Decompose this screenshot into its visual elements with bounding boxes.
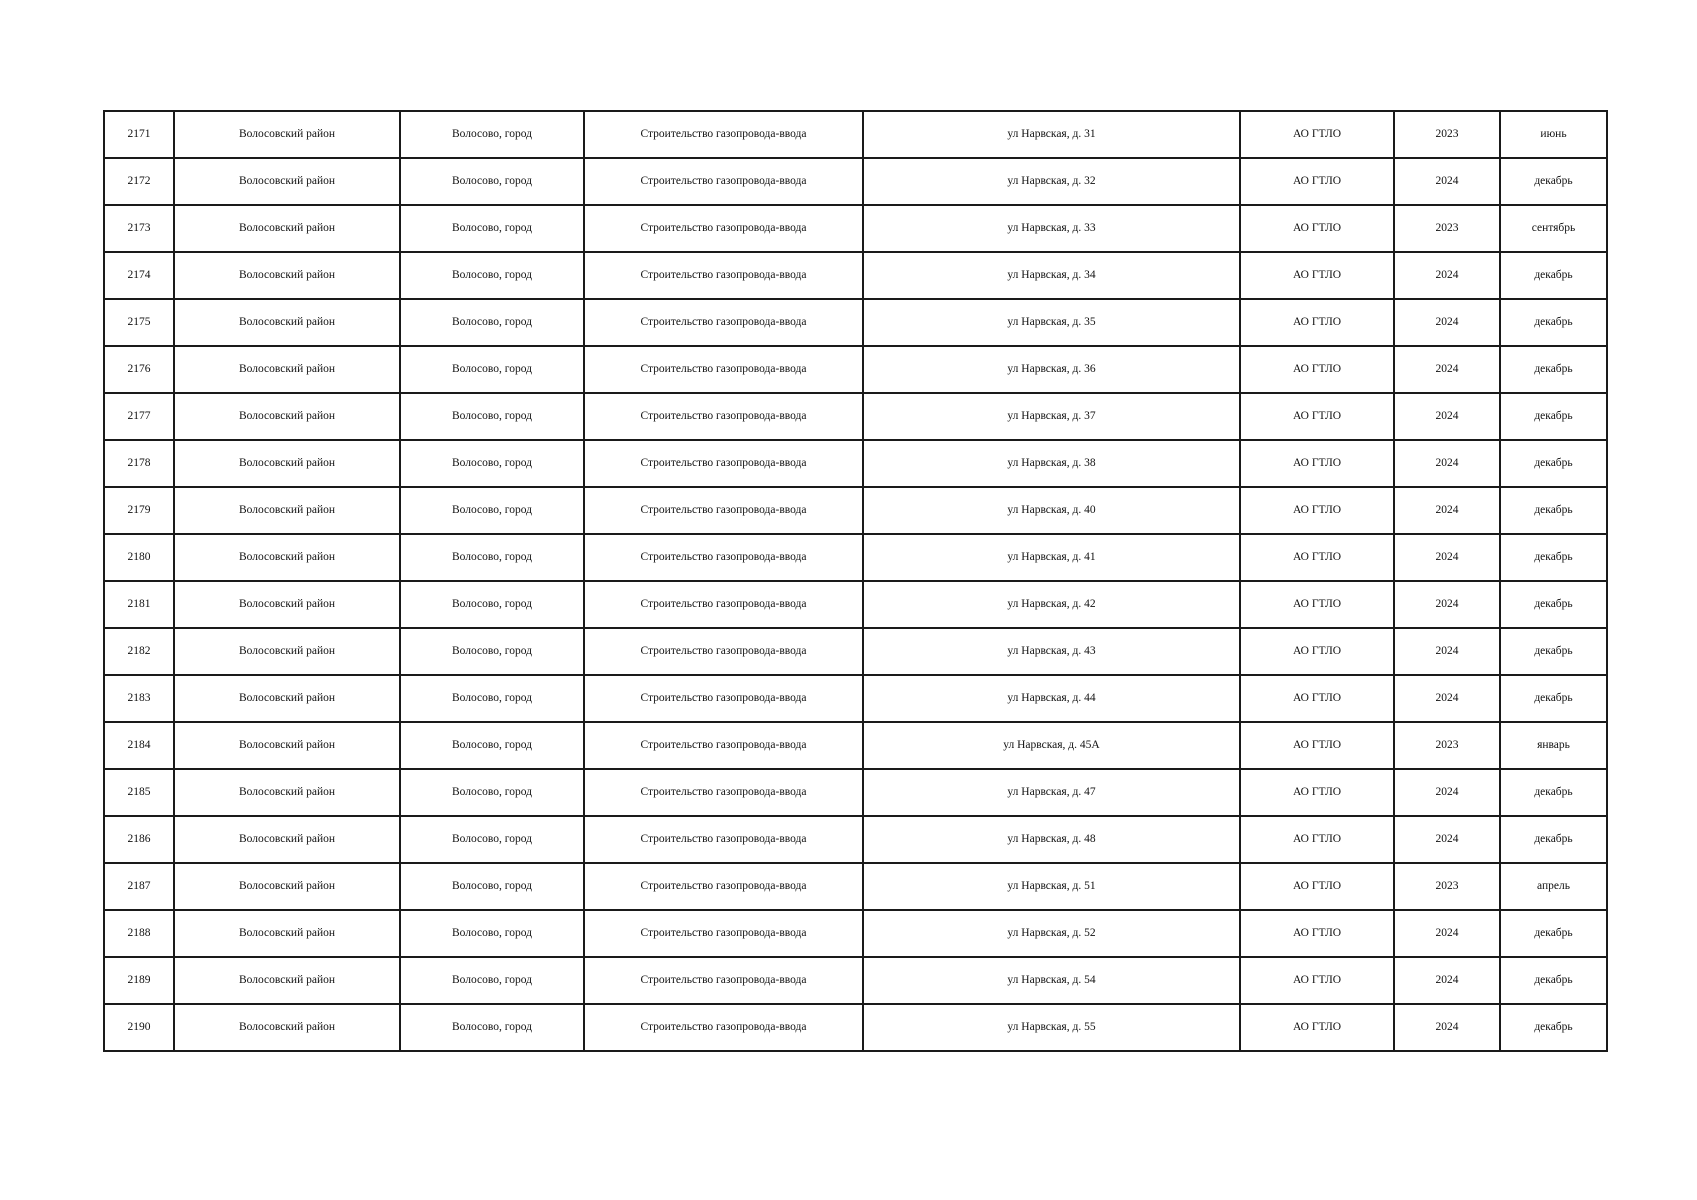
row-number-cell: 2178 bbox=[104, 440, 174, 487]
address-cell: ул Нарвская, д. 33 bbox=[863, 205, 1240, 252]
table-row bbox=[104, 111, 1607, 158]
month-cell: июнь bbox=[1500, 111, 1607, 158]
address-cell: ул Нарвская, д. 43 bbox=[863, 628, 1240, 675]
row-number-cell: 2190 bbox=[104, 1004, 174, 1051]
district-cell: Волосовский район bbox=[174, 205, 400, 252]
month-cell: декабрь bbox=[1500, 393, 1607, 440]
month-cell: декабрь bbox=[1500, 534, 1607, 581]
table-row bbox=[104, 158, 1607, 205]
row-number-cell: 2174 bbox=[104, 252, 174, 299]
address-cell: ул Нарвская, д. 54 bbox=[863, 957, 1240, 1004]
table-row bbox=[104, 487, 1607, 534]
address-cell: ул Нарвская, д. 36 bbox=[863, 346, 1240, 393]
address-cell: ул Нарвская, д. 44 bbox=[863, 675, 1240, 722]
locality-cell: Волосово, город bbox=[400, 581, 584, 628]
locality-cell: Волосово, город bbox=[400, 111, 584, 158]
organization-cell: АО ГТЛО bbox=[1240, 205, 1394, 252]
work-type-cell: Строительство газопровода-ввода bbox=[584, 346, 863, 393]
district-cell: Волосовский район bbox=[174, 299, 400, 346]
address-cell: ул Нарвская, д. 35 bbox=[863, 299, 1240, 346]
district-cell: Волосовский район bbox=[174, 769, 400, 816]
table-row bbox=[104, 816, 1607, 863]
row-number-cell: 2183 bbox=[104, 675, 174, 722]
address-cell: ул Нарвская, д. 48 bbox=[863, 816, 1240, 863]
year-cell: 2024 bbox=[1394, 1004, 1500, 1051]
address-cell: ул Нарвская, д. 52 bbox=[863, 910, 1240, 957]
work-type-cell: Строительство газопровода-ввода bbox=[584, 581, 863, 628]
month-cell: январь bbox=[1500, 722, 1607, 769]
table-row bbox=[104, 252, 1607, 299]
district-cell: Волосовский район bbox=[174, 957, 400, 1004]
year-cell: 2024 bbox=[1394, 581, 1500, 628]
address-cell: ул Нарвская, д. 37 bbox=[863, 393, 1240, 440]
year-cell: 2024 bbox=[1394, 910, 1500, 957]
organization-cell: АО ГТЛО bbox=[1240, 957, 1394, 1004]
table-row bbox=[104, 440, 1607, 487]
address-cell: ул Нарвская, д. 41 bbox=[863, 534, 1240, 581]
locality-cell: Волосово, город bbox=[400, 816, 584, 863]
work-type-cell: Строительство газопровода-ввода bbox=[584, 158, 863, 205]
gasification-table bbox=[103, 110, 1608, 1052]
table-row bbox=[104, 1004, 1607, 1051]
address-cell: ул Нарвская, д. 40 bbox=[863, 487, 1240, 534]
table-row bbox=[104, 863, 1607, 910]
month-cell: апрель bbox=[1500, 863, 1607, 910]
row-number-cell: 2171 bbox=[104, 111, 174, 158]
locality-cell: Волосово, город bbox=[400, 205, 584, 252]
address-cell: ул Нарвская, д. 32 bbox=[863, 158, 1240, 205]
organization-cell: АО ГТЛО bbox=[1240, 534, 1394, 581]
table-body bbox=[104, 111, 1607, 1051]
table-row bbox=[104, 205, 1607, 252]
locality-cell: Волосово, город bbox=[400, 440, 584, 487]
work-type-cell: Строительство газопровода-ввода bbox=[584, 957, 863, 1004]
year-cell: 2024 bbox=[1394, 346, 1500, 393]
locality-cell: Волосово, город bbox=[400, 769, 584, 816]
year-cell: 2023 bbox=[1394, 111, 1500, 158]
locality-cell: Волосово, город bbox=[400, 487, 584, 534]
district-cell: Волосовский район bbox=[174, 675, 400, 722]
year-cell: 2024 bbox=[1394, 158, 1500, 205]
table-row bbox=[104, 769, 1607, 816]
district-cell: Волосовский район bbox=[174, 393, 400, 440]
table-row bbox=[104, 299, 1607, 346]
month-cell: декабрь bbox=[1500, 487, 1607, 534]
locality-cell: Волосово, город bbox=[400, 393, 584, 440]
table-row bbox=[104, 581, 1607, 628]
month-cell: декабрь bbox=[1500, 628, 1607, 675]
organization-cell: АО ГТЛО bbox=[1240, 628, 1394, 675]
district-cell: Волосовский район bbox=[174, 158, 400, 205]
locality-cell: Волосово, город bbox=[400, 299, 584, 346]
month-cell: декабрь bbox=[1500, 252, 1607, 299]
district-cell: Волосовский район bbox=[174, 722, 400, 769]
month-cell: декабрь bbox=[1500, 1004, 1607, 1051]
work-type-cell: Строительство газопровода-ввода bbox=[584, 299, 863, 346]
organization-cell: АО ГТЛО bbox=[1240, 158, 1394, 205]
district-cell: Волосовский район bbox=[174, 252, 400, 299]
year-cell: 2023 bbox=[1394, 722, 1500, 769]
address-cell: ул Нарвская, д. 34 bbox=[863, 252, 1240, 299]
table-row bbox=[104, 628, 1607, 675]
organization-cell: АО ГТЛО bbox=[1240, 1004, 1394, 1051]
year-cell: 2024 bbox=[1394, 957, 1500, 1004]
organization-cell: АО ГТЛО bbox=[1240, 440, 1394, 487]
organization-cell: АО ГТЛО bbox=[1240, 299, 1394, 346]
organization-cell: АО ГТЛО bbox=[1240, 111, 1394, 158]
organization-cell: АО ГТЛО bbox=[1240, 722, 1394, 769]
work-type-cell: Строительство газопровода-ввода bbox=[584, 534, 863, 581]
organization-cell: АО ГТЛО bbox=[1240, 346, 1394, 393]
work-type-cell: Строительство газопровода-ввода bbox=[584, 722, 863, 769]
month-cell: декабрь bbox=[1500, 299, 1607, 346]
row-number-cell: 2179 bbox=[104, 487, 174, 534]
locality-cell: Волосово, город bbox=[400, 1004, 584, 1051]
district-cell: Волосовский район bbox=[174, 440, 400, 487]
organization-cell: АО ГТЛО bbox=[1240, 393, 1394, 440]
year-cell: 2023 bbox=[1394, 863, 1500, 910]
month-cell: декабрь bbox=[1500, 910, 1607, 957]
district-cell: Волосовский район bbox=[174, 534, 400, 581]
row-number-cell: 2188 bbox=[104, 910, 174, 957]
year-cell: 2024 bbox=[1394, 252, 1500, 299]
table-row bbox=[104, 957, 1607, 1004]
address-cell: ул Нарвская, д. 45А bbox=[863, 722, 1240, 769]
organization-cell: АО ГТЛО bbox=[1240, 769, 1394, 816]
work-type-cell: Строительство газопровода-ввода bbox=[584, 675, 863, 722]
row-number-cell: 2181 bbox=[104, 581, 174, 628]
year-cell: 2024 bbox=[1394, 299, 1500, 346]
work-type-cell: Строительство газопровода-ввода bbox=[584, 487, 863, 534]
month-cell: декабрь bbox=[1500, 440, 1607, 487]
month-cell: декабрь bbox=[1500, 158, 1607, 205]
year-cell: 2024 bbox=[1394, 487, 1500, 534]
organization-cell: АО ГТЛО bbox=[1240, 863, 1394, 910]
district-cell: Волосовский район bbox=[174, 111, 400, 158]
table-row bbox=[104, 346, 1607, 393]
year-cell: 2024 bbox=[1394, 675, 1500, 722]
work-type-cell: Строительство газопровода-ввода bbox=[584, 393, 863, 440]
row-number-cell: 2187 bbox=[104, 863, 174, 910]
address-cell: ул Нарвская, д. 31 bbox=[863, 111, 1240, 158]
month-cell: декабрь bbox=[1500, 675, 1607, 722]
row-number-cell: 2184 bbox=[104, 722, 174, 769]
year-cell: 2024 bbox=[1394, 440, 1500, 487]
work-type-cell: Строительство газопровода-ввода bbox=[584, 863, 863, 910]
row-number-cell: 2177 bbox=[104, 393, 174, 440]
work-type-cell: Строительство газопровода-ввода bbox=[584, 769, 863, 816]
organization-cell: АО ГТЛО bbox=[1240, 675, 1394, 722]
table-row bbox=[104, 675, 1607, 722]
district-cell: Волосовский район bbox=[174, 863, 400, 910]
row-number-cell: 2175 bbox=[104, 299, 174, 346]
row-number-cell: 2180 bbox=[104, 534, 174, 581]
row-number-cell: 2189 bbox=[104, 957, 174, 1004]
locality-cell: Волосово, город bbox=[400, 252, 584, 299]
district-cell: Волосовский район bbox=[174, 816, 400, 863]
locality-cell: Волосово, город bbox=[400, 722, 584, 769]
work-type-cell: Строительство газопровода-ввода bbox=[584, 628, 863, 675]
address-cell: ул Нарвская, д. 42 bbox=[863, 581, 1240, 628]
month-cell: декабрь bbox=[1500, 816, 1607, 863]
address-cell: ул Нарвская, д. 38 bbox=[863, 440, 1240, 487]
locality-cell: Волосово, город bbox=[400, 957, 584, 1004]
row-number-cell: 2186 bbox=[104, 816, 174, 863]
district-cell: Волосовский район bbox=[174, 1004, 400, 1051]
row-number-cell: 2176 bbox=[104, 346, 174, 393]
row-number-cell: 2172 bbox=[104, 158, 174, 205]
address-cell: ул Нарвская, д. 51 bbox=[863, 863, 1240, 910]
month-cell: декабрь bbox=[1500, 581, 1607, 628]
locality-cell: Волосово, город bbox=[400, 534, 584, 581]
work-type-cell: Строительство газопровода-ввода bbox=[584, 252, 863, 299]
work-type-cell: Строительство газопровода-ввода bbox=[584, 910, 863, 957]
year-cell: 2024 bbox=[1394, 628, 1500, 675]
address-cell: ул Нарвская, д. 55 bbox=[863, 1004, 1240, 1051]
table-row bbox=[104, 534, 1607, 581]
locality-cell: Волосово, город bbox=[400, 863, 584, 910]
organization-cell: АО ГТЛО bbox=[1240, 252, 1394, 299]
month-cell: сентябрь bbox=[1500, 205, 1607, 252]
month-cell: декабрь bbox=[1500, 957, 1607, 1004]
work-type-cell: Строительство газопровода-ввода bbox=[584, 440, 863, 487]
district-cell: Волосовский район bbox=[174, 581, 400, 628]
locality-cell: Волосово, город bbox=[400, 675, 584, 722]
organization-cell: АО ГТЛО bbox=[1240, 581, 1394, 628]
organization-cell: АО ГТЛО bbox=[1240, 816, 1394, 863]
district-cell: Волосовский район bbox=[174, 487, 400, 534]
row-number-cell: 2185 bbox=[104, 769, 174, 816]
locality-cell: Волосово, город bbox=[400, 346, 584, 393]
table-row bbox=[104, 722, 1607, 769]
month-cell: декабрь bbox=[1500, 346, 1607, 393]
district-cell: Волосовский район bbox=[174, 910, 400, 957]
year-cell: 2024 bbox=[1394, 769, 1500, 816]
month-cell: декабрь bbox=[1500, 769, 1607, 816]
year-cell: 2024 bbox=[1394, 816, 1500, 863]
locality-cell: Волосово, город bbox=[400, 158, 584, 205]
work-type-cell: Строительство газопровода-ввода bbox=[584, 111, 863, 158]
row-number-cell: 2173 bbox=[104, 205, 174, 252]
row-number-cell: 2182 bbox=[104, 628, 174, 675]
district-cell: Волосовский район bbox=[174, 628, 400, 675]
organization-cell: АО ГТЛО bbox=[1240, 487, 1394, 534]
year-cell: 2024 bbox=[1394, 534, 1500, 581]
organization-cell: АО ГТЛО bbox=[1240, 910, 1394, 957]
work-type-cell: Строительство газопровода-ввода bbox=[584, 816, 863, 863]
table-row bbox=[104, 910, 1607, 957]
address-cell: ул Нарвская, д. 47 bbox=[863, 769, 1240, 816]
year-cell: 2024 bbox=[1394, 393, 1500, 440]
district-cell: Волосовский район bbox=[174, 346, 400, 393]
work-type-cell: Строительство газопровода-ввода bbox=[584, 205, 863, 252]
year-cell: 2023 bbox=[1394, 205, 1500, 252]
locality-cell: Волосово, город bbox=[400, 910, 584, 957]
locality-cell: Волосово, город bbox=[400, 628, 584, 675]
table-row bbox=[104, 393, 1607, 440]
work-type-cell: Строительство газопровода-ввода bbox=[584, 1004, 863, 1051]
